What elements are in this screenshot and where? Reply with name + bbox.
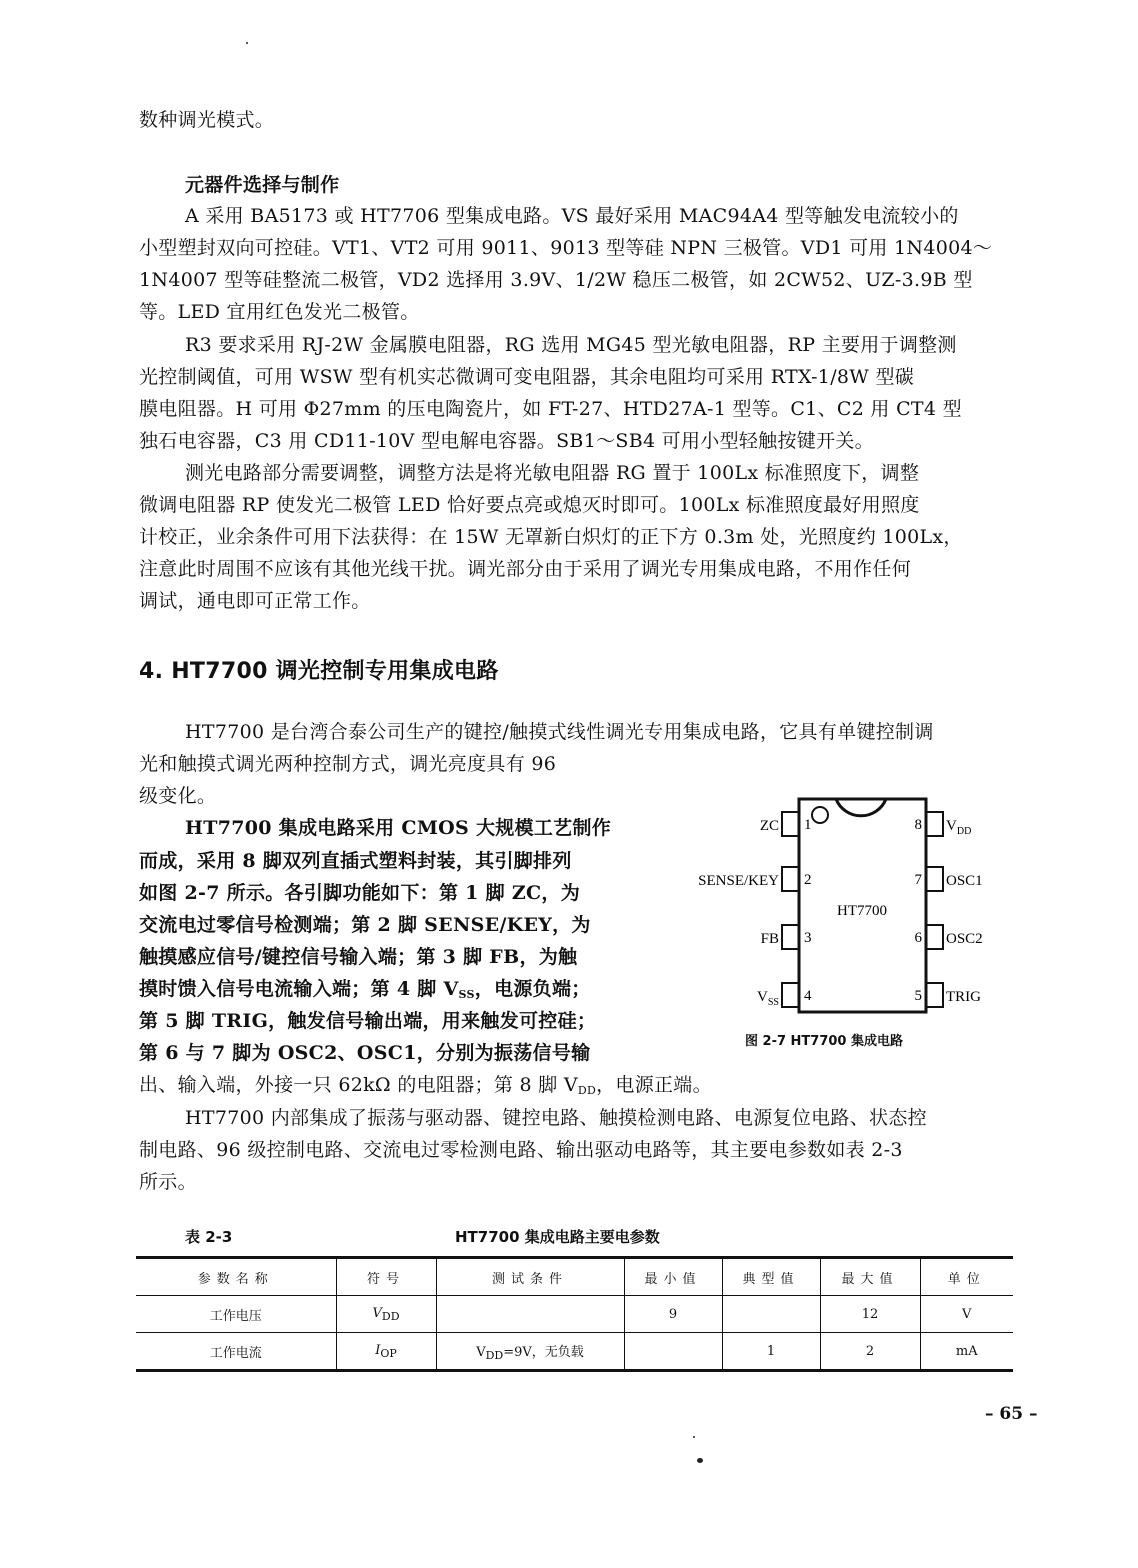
pin-number: 2	[804, 872, 812, 888]
pin-name: SENSE/KEY	[698, 873, 779, 889]
text-line	[139, 977, 619, 1007]
symbol-subscript: DD	[381, 1309, 400, 1323]
pin-number: 5	[914, 988, 922, 1004]
text-line: HT7700 集成电路采用 CMOS 大规模工艺制作	[185, 817, 612, 839]
pin-number: 3	[804, 930, 812, 946]
pin-name: TRIG	[946, 989, 981, 1005]
table-header-row	[136, 1258, 1013, 1296]
cell-symbol	[336, 1333, 436, 1371]
table-row	[136, 1296, 1013, 1333]
chip-label: HT7700	[837, 903, 887, 919]
column-header: 典型值	[722, 1258, 820, 1296]
text-line: 计校正，业余条件可用下法获得：在 15W 无罩新白炽灯的正下方 0.3m 处，光照度约 100Lx，	[139, 526, 963, 548]
text-line: 第 5 脚 TRIG，触发信号输出端，用来触发可控硅；	[139, 1010, 597, 1032]
cell-name: 工作电流	[136, 1333, 336, 1371]
cell-max: 12	[820, 1296, 920, 1333]
pin-name: $V_{DD}$	[946, 818, 972, 837]
column-header: 参数名称	[136, 1258, 336, 1296]
text-line: 制电路、96 级控制电路、交流电过零检测电路、输出驱动电路等，其主要电参数如表 2-3	[139, 1139, 903, 1161]
pin-name: FB	[760, 931, 779, 947]
cell-condition	[436, 1296, 624, 1333]
text-line: 如图 2-7 所示。各引脚功能如下：第 1 脚 ZC，为	[139, 882, 581, 904]
pin-name: OSC1	[946, 873, 983, 889]
pin-stub	[926, 867, 943, 891]
cell-max: 2	[820, 1333, 920, 1371]
parameter-table	[136, 1256, 1013, 1372]
text-line: 数种调光模式。	[139, 109, 275, 131]
table-row	[136, 1333, 1013, 1371]
scan-speck	[693, 1436, 695, 1438]
pin-name-subscript: DD	[956, 826, 972, 837]
pin-number: 1	[804, 817, 812, 833]
cell-typ	[722, 1296, 820, 1333]
column-header: 最大值	[820, 1258, 920, 1296]
chip-notch	[836, 799, 886, 816]
cell-condition	[436, 1333, 624, 1371]
pin-name: OSC2	[946, 931, 983, 947]
column-header: 最小值	[624, 1258, 722, 1296]
text-run: ，电源正端。	[596, 1074, 712, 1096]
text-line	[139, 1073, 1019, 1103]
text-line: 微调电阻器 RP 使发光二极管 LED 恰好要点亮或熄灭时即可。100Lx 标准照度最好用照度	[139, 494, 920, 516]
text-line: HT7700 是台湾合泰公司生产的键控/触摸式线性调光专用集成电路，它具有单键控制调	[185, 721, 934, 743]
text-line: 光控制阈值，可用 WSW 型有机实芯微调可变电阻器，其余电阻均可采用 RTX-1/8W 型碳	[139, 366, 915, 388]
text-line: 1N4007 型等硅整流二极管，VD2 选择用 3.9V、1/2W 稳压二极管，如 2CW52、UZ-3.9B 型	[139, 269, 973, 291]
cell-typ: 1	[722, 1333, 820, 1371]
table-title: HT7700 集成电路主要电参数	[455, 1228, 660, 1246]
pin-number: 8	[914, 817, 922, 833]
pinout-diagram	[660, 790, 1030, 1060]
text-run: 摸时馈入信号电流输入端；第 4 脚 V	[139, 978, 459, 1000]
column-header: 测试条件	[436, 1258, 624, 1296]
scan-speck	[697, 1458, 703, 1463]
condition-tail: =9V，无负载	[503, 1344, 584, 1360]
pin-number: 7	[914, 872, 922, 888]
page-number: – 65 –	[985, 1404, 1038, 1424]
text-line: 光和触摸式调光两种控制方式，调光亮度具有 96	[139, 753, 557, 775]
column-header: 符号	[336, 1258, 436, 1296]
text-line: 而成，采用 8 脚双列直插式塑料封装，其引脚排列	[139, 850, 572, 872]
cell-name: 工作电压	[136, 1296, 336, 1333]
cell-unit: mA	[920, 1333, 1013, 1371]
cell-min: 9	[624, 1296, 722, 1333]
sub-heading: 元器件选择与制作	[185, 174, 340, 196]
text-line: 级变化。	[139, 785, 217, 807]
cell-symbol	[336, 1296, 436, 1333]
text-line: 触摸感应信号/键控信号输入端；第 3 脚 FB，为触	[139, 946, 578, 968]
column-header: 单位	[920, 1258, 1013, 1296]
pin-number: 6	[914, 930, 922, 946]
symbol-text: V	[372, 1305, 382, 1321]
text-line: 等。LED 宜用红色发光二极管。	[139, 301, 420, 323]
pin-stub	[782, 983, 799, 1007]
pin-name: $V_{SS}$	[757, 989, 779, 1008]
text-line: 交流电过零信号检测端；第 2 脚 SENSE/KEY，为	[139, 914, 591, 936]
text-run: ，电源负端；	[474, 978, 591, 1000]
pin-stub	[782, 867, 799, 891]
text-line: A 采用 BA5173 或 HT7706 型集成电路。VS 最好采用 MAC94A4 型等触发电流较小的	[185, 205, 959, 227]
scan-speck	[246, 42, 248, 44]
text-line: 所示。	[139, 1171, 197, 1193]
text-line: 小型塑封双向可控硅。VT1、VT2 可用 9011、9013 型等硅 NPN 三极管。VD1 可用 1N4004～	[139, 237, 993, 259]
text-line: R3 要求采用 RJ-2W 金属膜电阻器，RG 选用 MG45 型光敏电阻器，RP 主要用于调整测	[185, 334, 957, 356]
condition-subscript: DD	[485, 1348, 504, 1362]
table-number: 表 2-3	[185, 1228, 233, 1246]
pin-name-subscript: SS	[767, 997, 779, 1008]
text-line: 调试，通电即可正常工作。	[139, 590, 371, 612]
symbol-subscript: OP	[380, 1346, 397, 1360]
symbol-text: I	[375, 1342, 381, 1358]
text-line: 独石电容器，C3 用 CD11-10V 型电解电容器。SB1～SB4 可用小型轻触按键开关。	[139, 430, 874, 452]
pin1-marker	[812, 807, 828, 823]
text-line: 注意此时周围不应该有其他光线干扰。调光部分由于采用了调光专用集成电路，不用作任何	[139, 558, 912, 580]
pin-number: 4	[804, 988, 812, 1004]
pin-stub	[926, 925, 943, 949]
text-run: 出、输入端，外接一只 62kΩ 的电阻器；第 8 脚 V	[139, 1074, 578, 1096]
cell-unit: V	[920, 1296, 1013, 1333]
text-line: 第 6 与 7 脚为 OSC2、OSC1，分别为振荡信号输	[139, 1042, 591, 1064]
subscript: SS	[458, 988, 475, 1001]
text-line: 膜电阻器。H 可用 Φ27mm 的压电陶瓷片，如 FT-27、HTD27A-1 型等。C1、C2 用 CT4 型	[139, 398, 962, 420]
pin-stub	[926, 812, 943, 836]
text-line: 测光电路部分需要调整，调整方法是将光敏电阻器 RG 置于 100Lx 标准照度下，调整	[185, 462, 920, 484]
section-heading: 4. HT7700 调光控制专用集成电路	[139, 659, 499, 684]
text-line: HT7700 内部集成了振荡与驱动器、键控电路、触摸检测电路、电源复位电路、状态控	[185, 1107, 927, 1129]
pin-name: ZC	[759, 818, 779, 834]
cell-min	[624, 1333, 722, 1371]
condition-text: V	[476, 1344, 486, 1360]
figure-caption: 图 2-7 HT7700 集成电路	[745, 1034, 903, 1049]
pin-stub	[782, 925, 799, 949]
pin-stub	[926, 983, 943, 1007]
subscript: DD	[577, 1084, 597, 1097]
pin-stub	[782, 812, 799, 836]
